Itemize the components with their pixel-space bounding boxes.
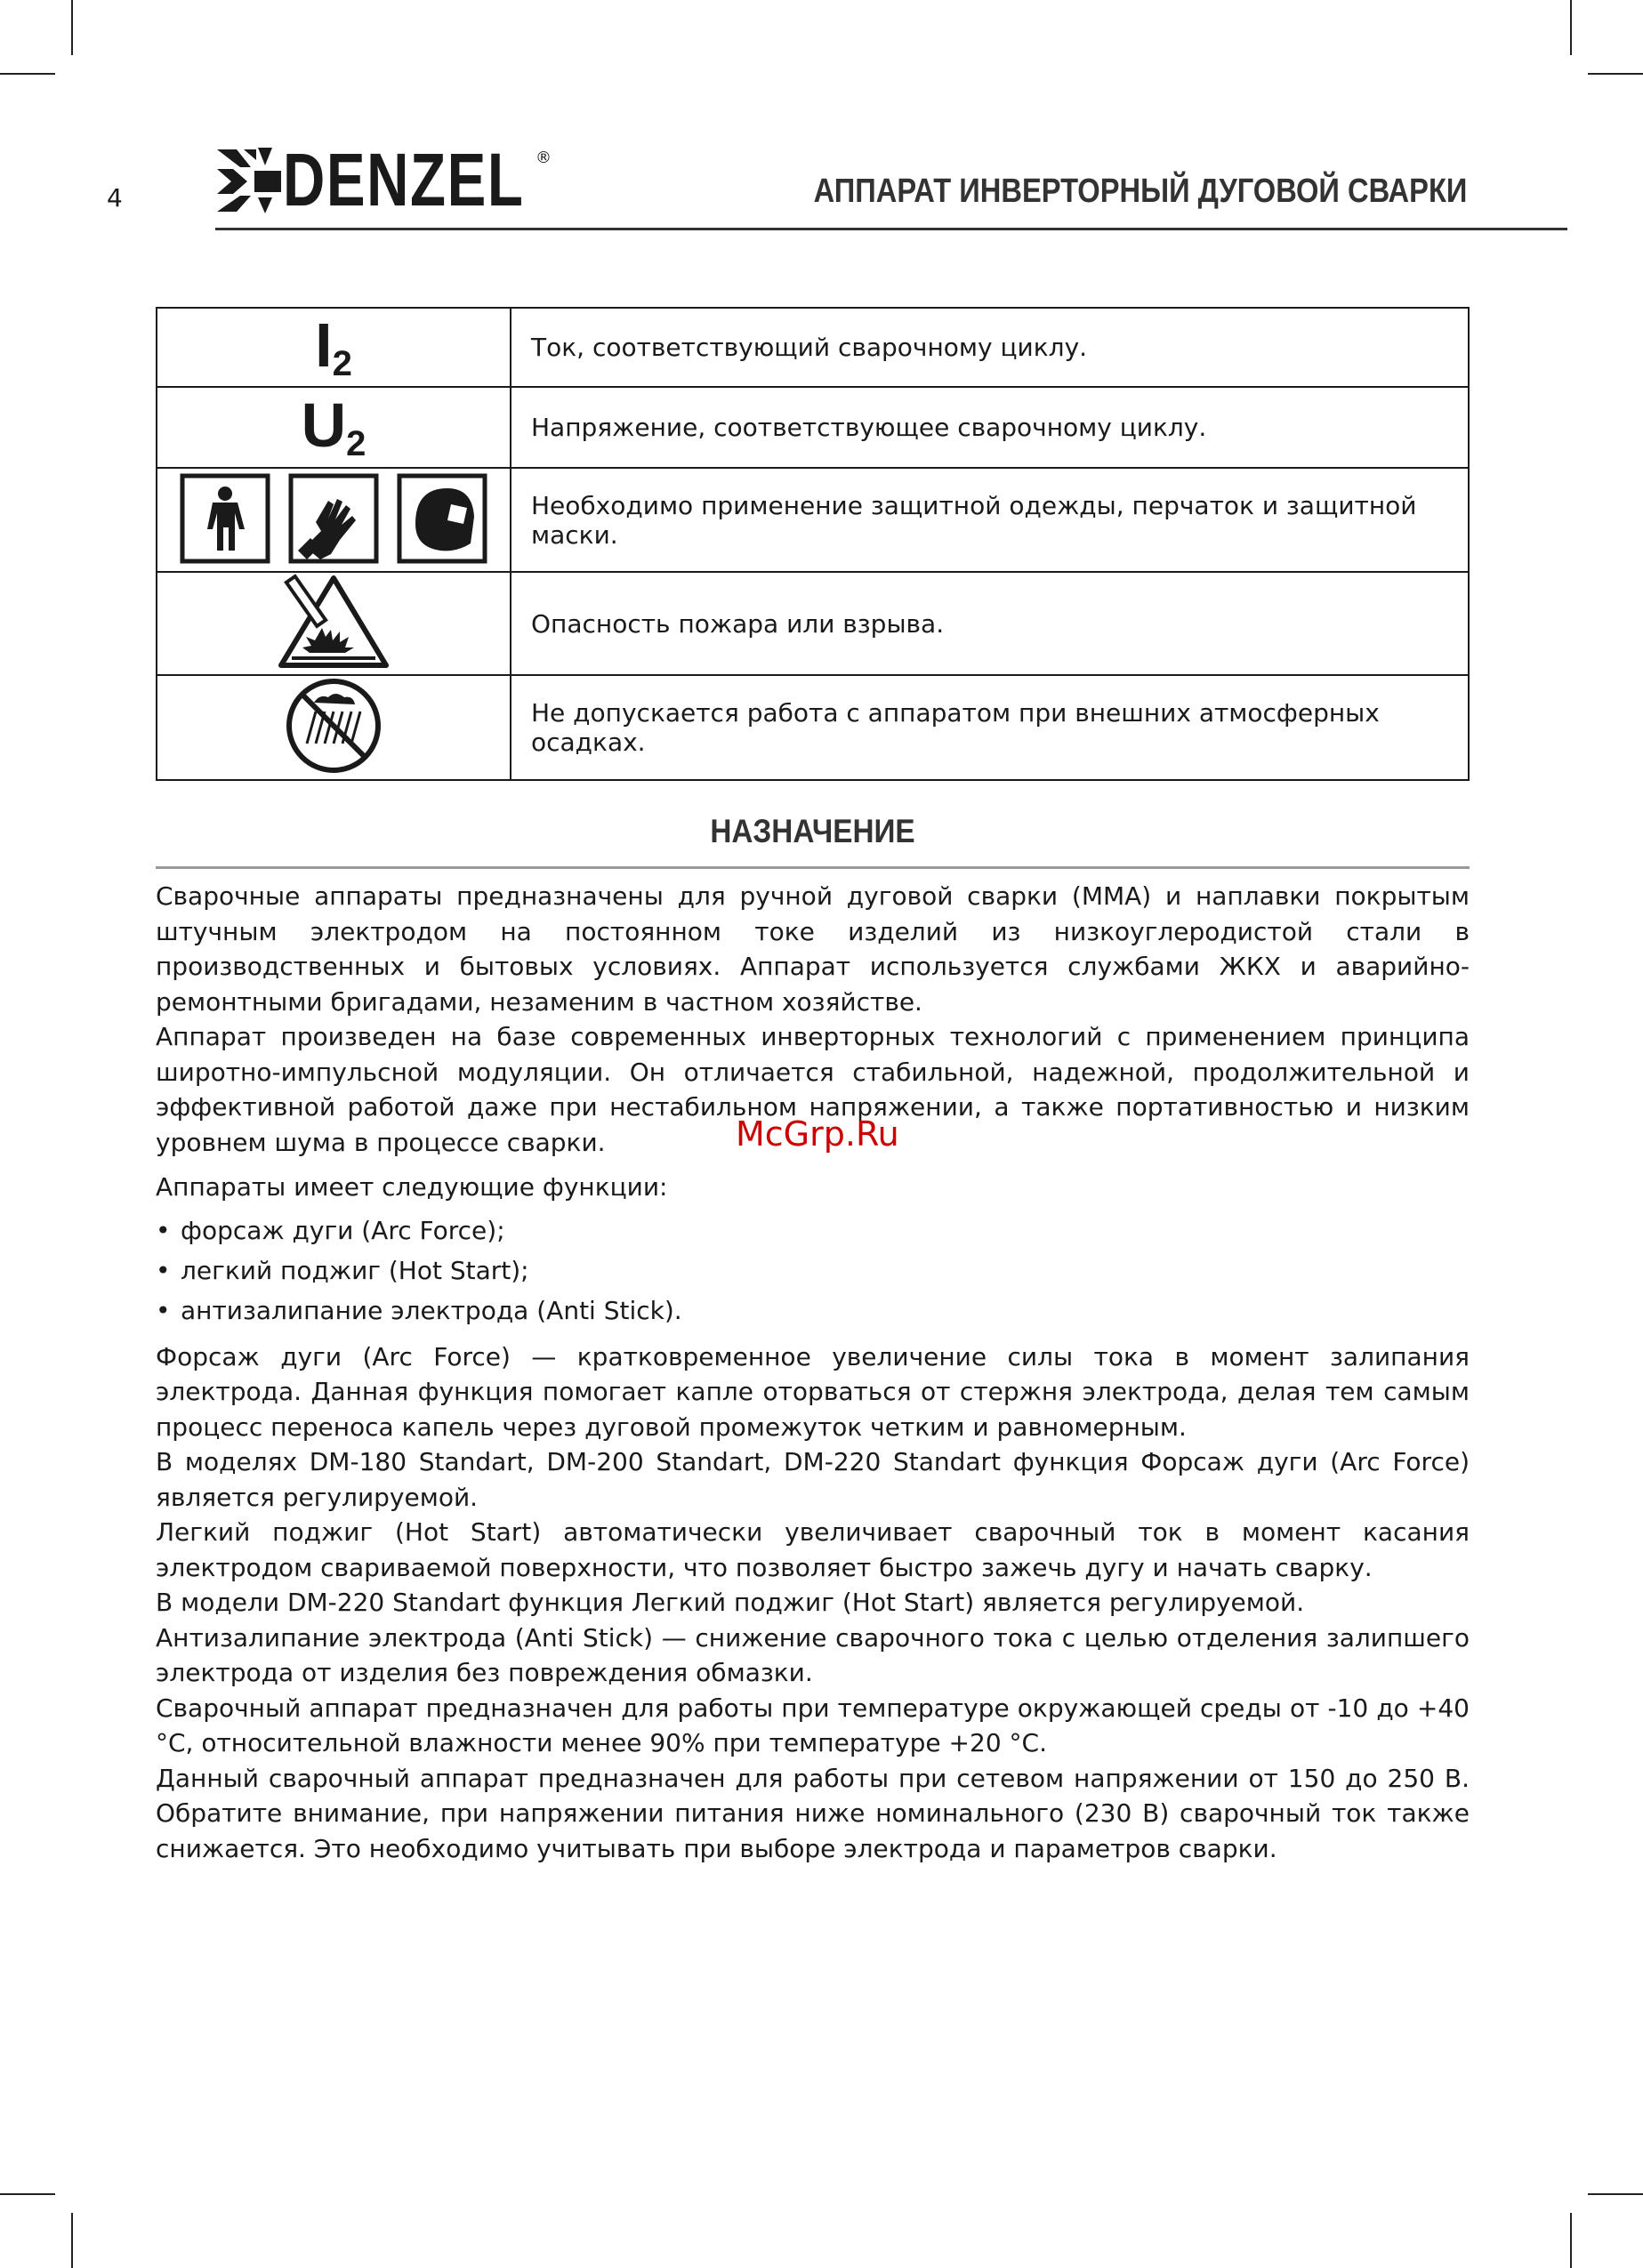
paragraph: Данный сварочный аппарат предназначен для работы при сетевом напряжении от 150 до 250 В. Обратите внимание, при напряжении питания ниже номинального (230 В) сварочный ток также снижается. Это необходимо учитывать при выборе электрода и параметров сварки. <box>156 1763 1470 1863</box>
symbols-table <box>156 307 1470 781</box>
paragraph: В моделях DM-180 Standart, DM-200 Standart, DM-220 Standart функция Форсаж дуги (Arc Force) является регулируемой. <box>156 1447 1470 1512</box>
glove-icon <box>291 476 376 561</box>
symbol-description: Опасность пожара или взрыва. <box>511 572 1469 675</box>
crop-mark <box>1588 2193 1643 2195</box>
paragraph: Сварочные аппараты предназначены для ручной дуговой сварки (ММА) и наплавки покрытым штучным электродом на постоянном токе изделий из низкоуглеродистой стали в производственных и бытовых условиях. Аппарат используется службами ЖКХ и аварийно-ремонтными бригадами, незаменим в частном хозяйстве. <box>156 881 1470 1017</box>
symbol-cell <box>157 468 511 572</box>
header-title: АППАРАТ ИНВЕРТОРНЫЙ ДУГОВОЙ СВАРКИ <box>813 173 1467 210</box>
table-row <box>157 308 1469 387</box>
list-item: • легкий поджиг (Hot Start); <box>156 1251 1470 1291</box>
section-title: НАЗНАЧЕНИЕ <box>710 813 915 849</box>
no-rain-icon <box>284 676 383 776</box>
symbol-description: Ток, соответствующий сварочному циклу. <box>511 308 1469 387</box>
paragraph: Антизалипание электрода (Anti Stick) — снижение сварочного тока с целью отделения залипшего электрода от изделия без повреждения обмазки. <box>156 1622 1470 1687</box>
ppe-icons <box>165 470 503 567</box>
symbol-description: Не допускается работа с аппаратом при внешних атмосферных осадках. <box>511 675 1469 780</box>
protective-suit-icon <box>182 476 268 561</box>
symbol-description: Необходимо применение защитной одежды, перчаток и защитной маски. <box>511 468 1469 572</box>
symbol-cell <box>157 572 511 675</box>
functions-list <box>156 1210 1470 1331</box>
page-number: 4 <box>107 183 123 213</box>
brand-name: DENZEL <box>283 138 525 221</box>
paragraph: Аппараты имеет следующие функции: <box>156 1172 668 1202</box>
paragraph: В модели DM-220 Standart функция Легкий поджиг (Hot Start) является регулируемой. <box>156 1588 1305 1617</box>
header-divider <box>215 228 1567 230</box>
fire-hazard-icon <box>276 573 391 671</box>
registered-mark: ® <box>536 148 552 167</box>
paragraph: Легкий поджиг (Hot Start) автоматически увеличивает сварочный ток в момент касания электродом свариваемой поверхности, что позволяет быстро зажечь дугу и начать сварку. <box>156 1517 1470 1582</box>
crop-mark <box>1570 2213 1572 2268</box>
crop-mark <box>1588 73 1643 75</box>
paragraph: Аппарат произведен на базе современных инверторных технологий с применением принципа широтно-импульсной модуляции. Он отличается стабильной, надежной, продолжительной и эффективной работой даже при нестабильном напряжении, а также портативностью и низким уровнем шума в процессе сварки. <box>156 1022 1470 1157</box>
symbol-cell <box>157 387 511 468</box>
table-row <box>157 468 1469 572</box>
welding-mask-icon <box>399 476 485 561</box>
paragraph: Форсаж дуги (Arc Force) — кратковременное увеличение силы тока в момент залипания электрода. Данная функция помогает капле оторваться от стержня электрода, делая тем самым процесс переноса капель через дуговой промежуток четким и равномерным. <box>156 1341 1470 1442</box>
brand-logo <box>213 138 552 221</box>
symbol-cell <box>157 675 511 780</box>
voltage-symbol: $U_2$ <box>301 390 366 463</box>
crop-mark <box>0 73 55 75</box>
symbol-cell <box>157 308 511 387</box>
paragraph: Сварочный аппарат предназначен для работы при температуре окружающей среды от -10 до +40 °С, относительной влажности менее 90% при температуре +20 °С. <box>156 1693 1470 1757</box>
symbol-description: Напряжение, соответствующее сварочному циклу. <box>511 387 1469 468</box>
crop-mark <box>71 0 73 55</box>
section-divider <box>156 866 1470 869</box>
current-symbol: $I_2$ <box>315 310 352 383</box>
watermark: McGrp.Ru <box>736 1114 899 1154</box>
crop-mark <box>0 2193 55 2195</box>
table-row <box>157 675 1469 780</box>
body-text <box>156 879 1470 1866</box>
table-row <box>157 572 1469 675</box>
list-item: • антизалипание электрода (Anti Stick). <box>156 1291 1470 1331</box>
crop-mark <box>1570 0 1572 55</box>
denzel-emblem-icon <box>213 144 283 215</box>
list-item: • форсаж дуги (Arc Force); <box>156 1210 1470 1251</box>
crop-mark <box>71 2213 73 2268</box>
table-row <box>157 387 1469 468</box>
